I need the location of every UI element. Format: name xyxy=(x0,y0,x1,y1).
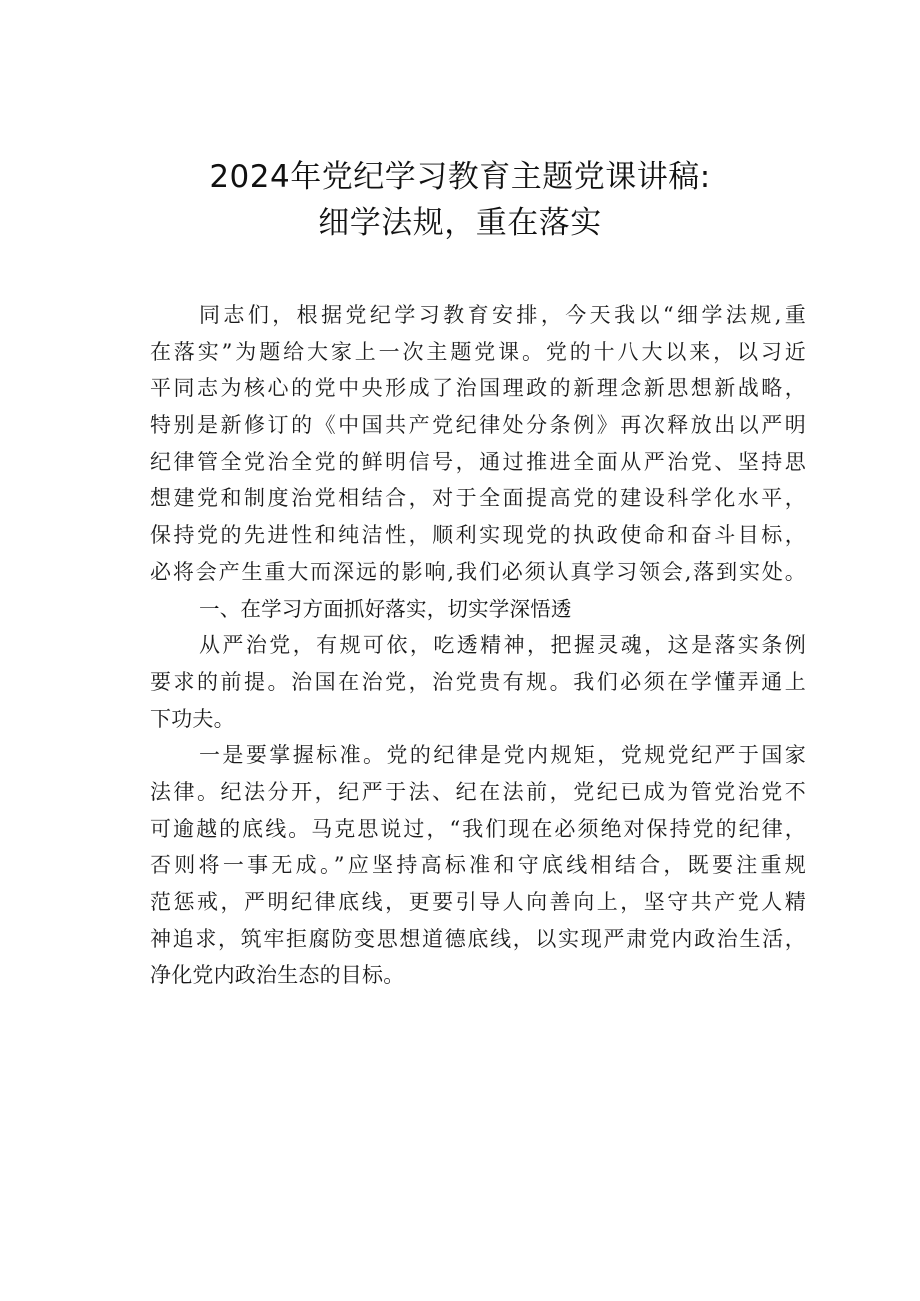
paragraph-3-line: 一是要掌握标准。党的纪律是党内规矩，党规党纪严于国家 xyxy=(199,743,806,768)
document-body xyxy=(150,297,806,994)
paragraph-2-line: 从严治党，有规可依，吃透精神，把握灵魂，这是落实条例 xyxy=(199,633,806,658)
paragraph-3-line: 法律。纪法分开，纪严于法、纪在法前，党纪已成为管党治党不 xyxy=(150,779,806,804)
section-heading: 一、在学习方面抓好落实，切实学深悟透 xyxy=(199,596,572,621)
paragraph-1-line: 同志们，根据党纪学习教育安排，今天我以“细学法规,重 xyxy=(199,303,806,327)
paragraph-1-line: 在落实”为题给大家上一次主题党课。党的十八大以来，以习近 xyxy=(150,339,806,364)
document-title-line-2: 细学法规，重在落实 xyxy=(318,205,602,241)
paragraph-3-line: 神追求，筑牢拒腐防变思想道德底线，以实现严肃党内政治生活， xyxy=(150,926,806,951)
paragraph-1-line: 必将会产生重大而深远的影响,我们必须认真学习领会,落到实处。 xyxy=(150,559,806,584)
paragraph-1-line: 想建党和制度治党相结合，对于全面提高党的建设科学化水平， xyxy=(150,486,806,511)
paragraph-3-line: 可逾越的底线。马克思说过，“我们现在必须绝对保持党的纪律， xyxy=(150,816,806,841)
paragraph-3-line: 范惩戒，严明纪律底线，更要引导人向善向上，坚守共产党人精 xyxy=(150,890,806,914)
paragraph-3-line: 否则将一事无成。”应坚持高标准和守底线相结合，既要注重规 xyxy=(150,853,806,878)
paragraph-1-line: 纪律管全党治全党的鲜明信号，通过推进全面从严治党、坚持思 xyxy=(150,449,806,474)
paragraph-2-line: 要求的前提。治国在治党，治党贵有规。我们必须在学懂弄通上 xyxy=(150,669,806,694)
paragraph-2-line: 下功夫。 xyxy=(150,706,235,731)
document-title-line-1: 2024年党纪学习教育主题党课讲稿: xyxy=(209,159,711,195)
paragraph-1-line: 特别是新修订的《中国共产党纪律处分条例》再次释放出以严明 xyxy=(150,413,806,438)
paragraph-3-line: 净化党内政治生态的目标。 xyxy=(150,963,405,988)
paragraph-1-line: 保持党的先进性和纯洁性，顺利实现党的执政使命和奋斗目标， xyxy=(150,523,806,548)
paragraph-1-line: 平同志为核心的党中央形成了治国理政的新理念新思想新战略， xyxy=(150,376,806,401)
